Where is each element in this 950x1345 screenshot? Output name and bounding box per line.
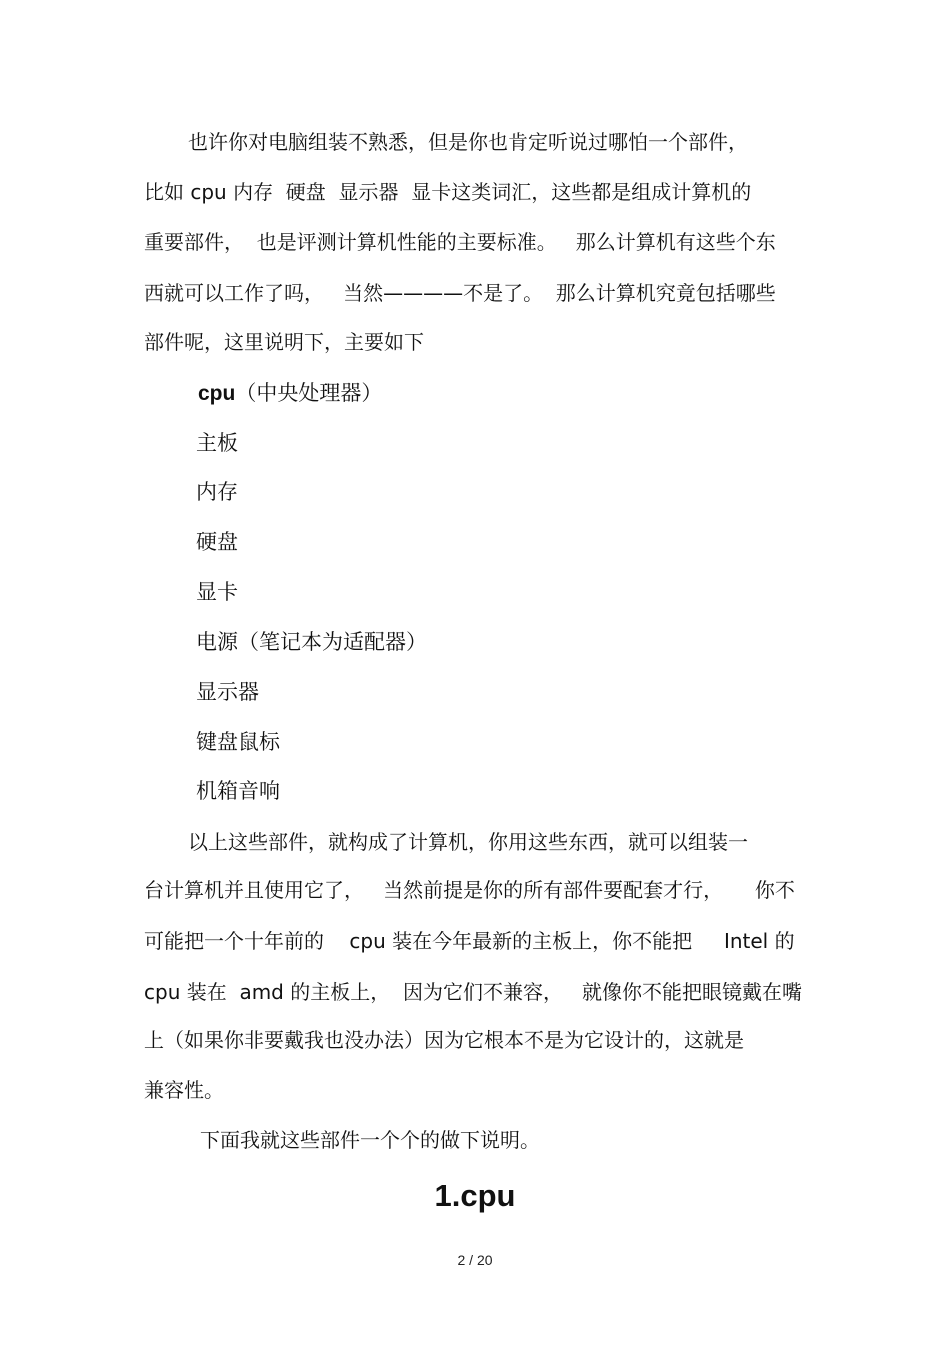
list-item [198,378,382,409]
list-item: 键盘鼠标 [196,730,280,754]
list-item: 内存 [196,480,238,504]
text-line: 以上这些部件，就构成了计算机，你用这些东西，就可以组装一 [188,830,748,854]
text-line: 西就可以工作了吗， 当然————不是了。 那么计算机究竟包括哪些 [144,281,776,305]
list-item-rest: （中央处理器） [235,381,383,405]
text-line: 台计算机并且使用它了， 当然前提是你的所有部件要配套才行， 你不 [144,878,795,902]
list-item: 显卡 [196,580,238,604]
text-line: 部件呢，这里说明下，主要如下 [144,330,424,354]
paragraph-next: 下面我就这些部件一个个的做下说明。 [200,1128,540,1152]
list-item: 机箱音响 [196,779,280,803]
text-line: 上（如果你非要戴我也没办法）因为它根本不是为它设计的，这就是 [144,1028,744,1052]
list-item: 硬盘 [196,530,238,554]
text-line: 可能把一个十年前的 cpu 装在今年最新的主板上，你不能把 Intel 的 [144,929,795,953]
page-number: 2 / 20 [457,1252,493,1268]
section-heading: 1.cpu [434,1178,516,1213]
text-line: 兼容性。 [144,1078,224,1102]
text-line: 重要部件， 也是评测计算机性能的主要标准。 那么计算机有这些个东 [144,230,776,254]
list-item: 显示器 [196,680,259,704]
list-item: 电源（笔记本为适配器） [196,630,427,654]
list-item-latin: cpu [198,382,236,405]
text-line: 也许你对电脑组装不熟悉，但是你也肯定听说过哪怕一个部件， [188,130,748,154]
list-item: 主板 [196,431,238,455]
text-line: 比如 cpu 内存 硬盘 显示器 显卡这类词汇，这些都是组成计算机的 [144,180,752,204]
text-line: cpu 装在 amd 的主板上， 因为它们不兼容， 就像你不能把眼镜戴在嘴 [144,980,803,1004]
